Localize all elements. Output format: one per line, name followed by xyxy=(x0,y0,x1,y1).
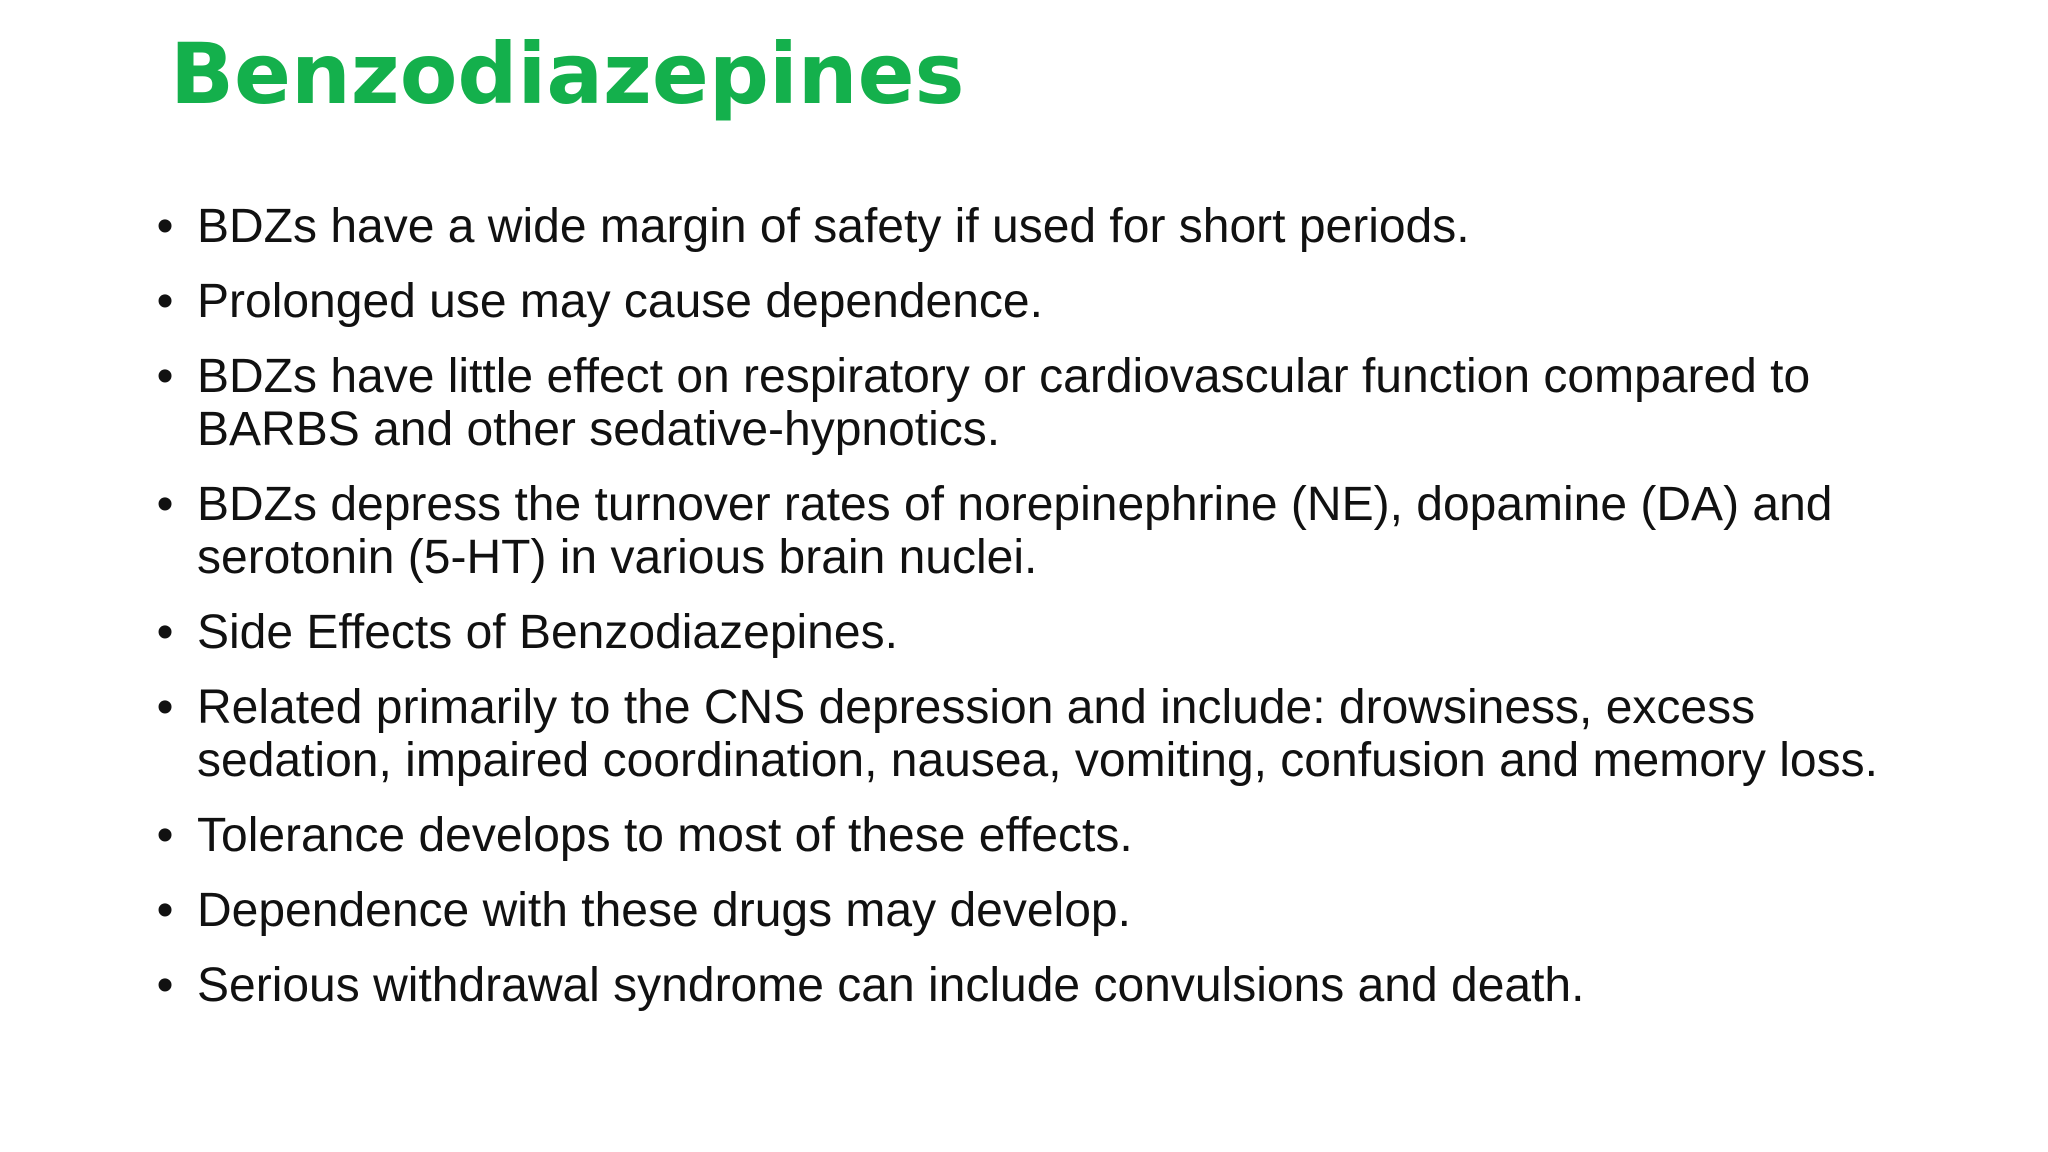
bullet-text: Related primarily to the CNS depression and include: drowsiness, excess sedation, impaired coordination, nausea, vomiting, confusion and memory loss. xyxy=(197,681,1878,787)
bullet-text: Prolonged use may cause dependence. xyxy=(197,275,1043,328)
bullet-item xyxy=(150,959,1910,1012)
bullet-text: Serious withdrawal syndrome can include convulsions and death. xyxy=(197,959,1585,1012)
bullet-dot-icon: • xyxy=(156,275,174,328)
bullet-item xyxy=(150,350,1910,456)
bullet-dot-icon: • xyxy=(156,681,174,734)
bullet-text: Tolerance develops to most of these effects. xyxy=(197,809,1133,862)
bullet-text: BDZs have little effect on respiratory or cardiovascular function compared to BARBS and other sedative-hypnotics. xyxy=(197,350,1811,456)
bullet-list xyxy=(150,200,1910,1034)
slide-title: Benzodiazepines xyxy=(170,25,965,123)
bullet-dot-icon: • xyxy=(156,884,174,937)
bullet-text: BDZs have a wide margin of safety if used for short periods. xyxy=(197,200,1470,253)
bullet-text: BDZs depress the turnover rates of norepinephrine (NE), dopamine (DA) and serotonin (5-HT) in various brain nuclei. xyxy=(197,478,1833,584)
bullet-dot-icon: • xyxy=(156,478,174,531)
bullet-item xyxy=(150,275,1910,328)
bullet-text: Dependence with these drugs may develop. xyxy=(197,884,1131,937)
bullet-item xyxy=(150,478,1910,584)
bullet-text: Side Effects of Benzodiazepines. xyxy=(197,606,898,659)
bullet-item xyxy=(150,606,1910,659)
bullet-dot-icon: • xyxy=(156,200,174,253)
bullet-dot-icon: • xyxy=(156,606,174,659)
bullet-dot-icon: • xyxy=(156,809,174,862)
bullet-item xyxy=(150,809,1910,862)
bullet-item xyxy=(150,681,1910,787)
bullet-item xyxy=(150,884,1910,937)
bullet-dot-icon: • xyxy=(156,959,174,1012)
bullet-item xyxy=(150,200,1910,253)
bullet-dot-icon: • xyxy=(156,350,174,403)
